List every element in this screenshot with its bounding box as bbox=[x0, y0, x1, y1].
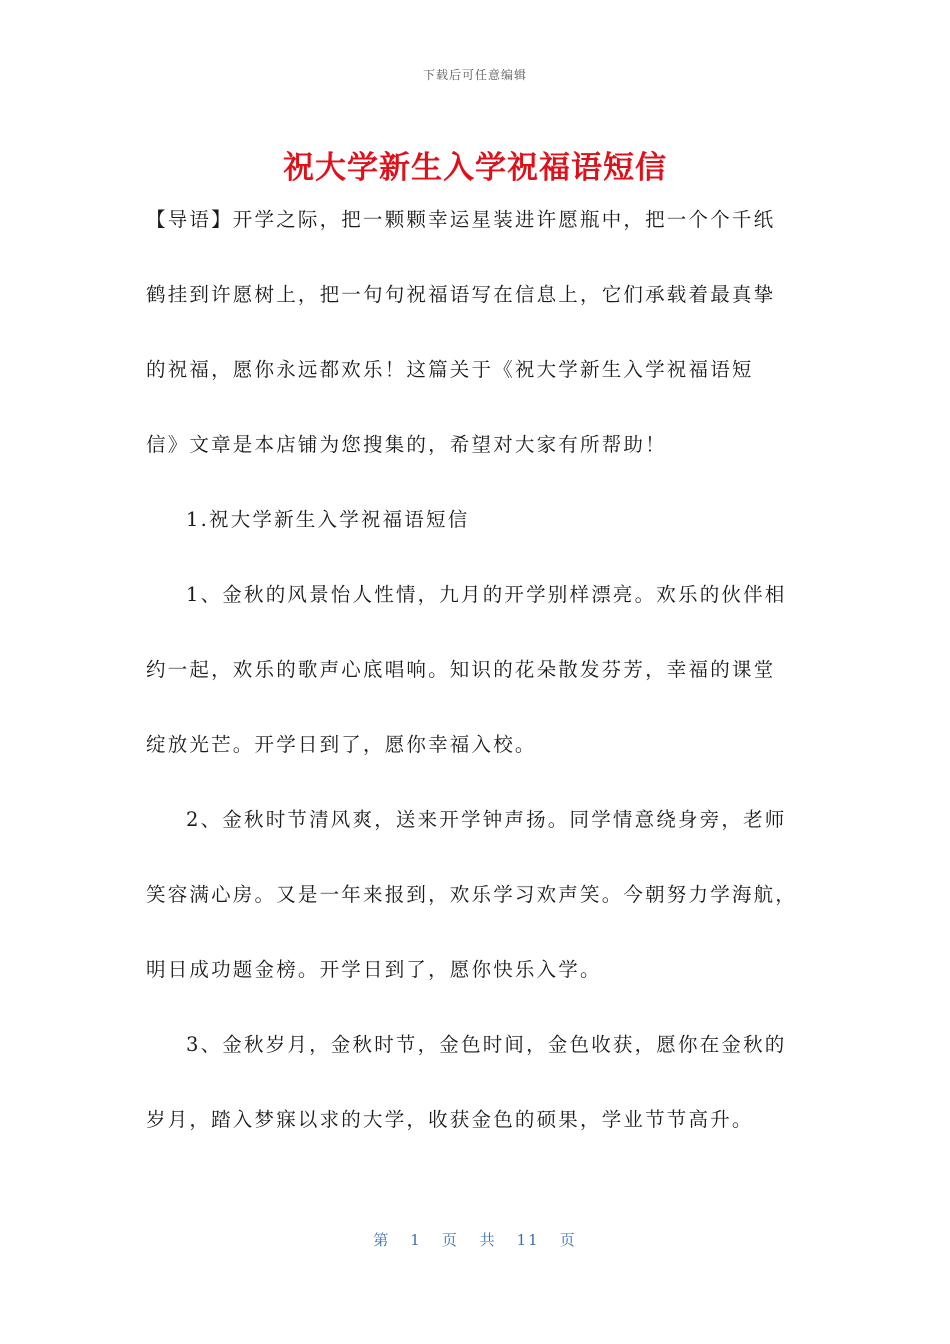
page-header-note: 下载后可任意编辑 bbox=[422, 68, 527, 82]
item-1-line-3: 绽放光芒。开学日到了，愿你幸福入校。 bbox=[146, 733, 537, 756]
footer-page-suffix: 页 bbox=[559, 1231, 577, 1249]
item-1-line-1: 1、金秋的风景怡人性情，九月的开学别样漂亮。欢乐的伙伴相 bbox=[186, 583, 787, 606]
intro-line-2: 鹤挂到许愿树上，把一句句祝福语写在信息上，它们承载着最真挚 bbox=[146, 283, 776, 306]
footer-page-mid: 页 共 bbox=[441, 1231, 497, 1249]
document-title: 祝大学新生入学祝福语短信 bbox=[283, 150, 667, 186]
item-2-line-1: 2、金秋时节清风爽，送来开学钟声扬。同学情意绕身旁，老师 bbox=[186, 808, 787, 831]
intro-line-1: 【导语】开学之际，把一颗颗幸运星装进许愿瓶中，把一个个千纸 bbox=[146, 208, 776, 231]
section-heading: 1.祝大学新生入学祝福语短信 bbox=[186, 508, 470, 531]
footer-page-prefix: 第 bbox=[373, 1231, 391, 1249]
item-2-line-2: 笑容满心房。又是一年来报到，欢乐学习欢声笑。今朝努力学海航， bbox=[146, 883, 798, 906]
item-3-line-1: 3、金秋岁月，金秋时节，金色时间，金色收获，愿你在金秋的 bbox=[186, 1033, 787, 1056]
item-2-line-3: 明日成功题金榜。开学日到了，愿你快乐入学。 bbox=[146, 958, 602, 981]
intro-line-3: 的祝福，愿你永远都欢乐！这篇关于《祝大学新生入学祝福语短 bbox=[146, 358, 754, 381]
page-footer bbox=[0, 1229, 950, 1250]
footer-page-total: 11 bbox=[516, 1231, 540, 1249]
intro-line-4: 信》文章是本店铺为您搜集的，希望对大家有所帮助！ bbox=[146, 433, 667, 456]
item-3-line-2: 岁月，踏入梦寐以求的大学，收获金色的硕果，学业节节高升。 bbox=[146, 1108, 754, 1131]
item-1-line-2: 约一起，欢乐的歌声心底唱响。知识的花朵散发芬芳，幸福的课堂 bbox=[146, 658, 776, 681]
footer-page-number: 1 bbox=[410, 1231, 422, 1249]
